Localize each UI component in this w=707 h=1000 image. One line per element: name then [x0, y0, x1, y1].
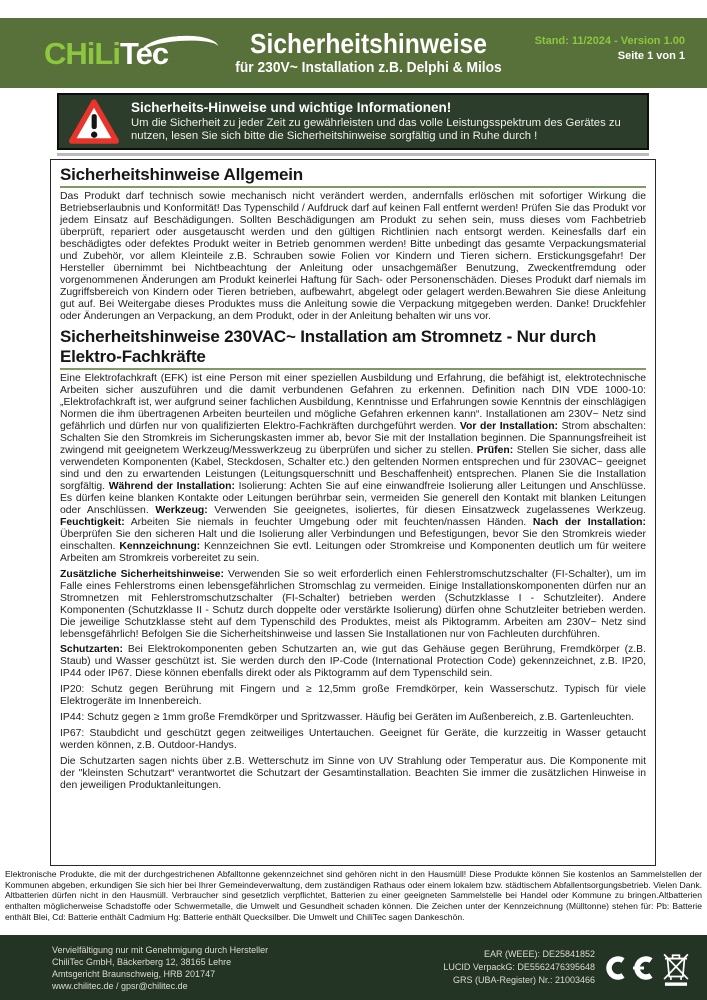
section-230vac — [60, 327, 646, 791]
paragraph: Eine Elektrofachkraft (EFK) ist eine Person mit einer speziellen Ausbildung und Erfahrung, die befähigt ist, elektrotechnische Arbeiten sicher auszuführen und die damit verbundenen Gefahren zu erkennen. Definition nach DIN VDE 1000-10:„Elektrofachkraft ist, wer aufgrund seiner fachlichen Ausbildung, Kenntnisse und Erfahrungen sowie Kenntnis der einschlägigen Normen die ihm übertragenen Arbeiten beurteilen und mögliche Gefahren erkennen kann“. Installationen am 230V~ Netz sind gefährlich und dürfen nur von qualifizierten Elektro-Fachkräften durchgeführt werden. Vor der Installation: Strom abschalten: Schalten Sie den Stromkreis im Sicherungskasten immer ab, bevor Sie mit der Installation beginnen. Die Spannungsfreiheit ist zwingend mit geeignetem Werkzeug/Messwerkzeug zu überprüfen und sicher zu stellen. Prüfen: Stellen Sie sicher, dass alle verwendeten Komponenten (Kabel, Steckdosen, Schalter etc.) den geltenden Normen entsprechen und für 230VAC~ geeignet sind und den zu erwartenden Leistungen (Leitungsquerschnitt und Beschaffenheit) entsprechen. Planen Sie die Installation sorgfältig. Während der Installation: Isolierung: Achten Sie auf eine einwandfreie Isolierung aller Leitungen und Anschlüsse. Es dürfen keine blanken Kontakte oder Leitungen berührbar sein, vermeiden Sie generell den Kontakt mit blanken Leitungen oder Anschlüssen. Werkzeug: Verwenden Sie geeignetes, isoliertes, für diesen Einsatzweck zugelassenes Werkzeug. Feuchtigkeit: Arbeiten Sie niemals in feuchter Umgebung oder mit feuchten/nassen Händen. Nach der Installation: Überprüfen Sie den sicheren Halt und die Isolierung aller Verbindungen und Befestigungen, bevor Sie den Stromkreis wieder einschalten. Kennzeichnung: Kennzeichnen Sie evtl. Leitungen oder Stromkreise und Komponenten deutlich um für weitere Arbeiten am Stromkreis vorbereitet zu sein. — [60, 373, 647, 564]
section-allgemein — [60, 165, 646, 322]
ce-mark-icon — [603, 950, 655, 986]
divider-rule — [57, 153, 649, 156]
page-title: Sicherheitshinweise — [250, 28, 487, 59]
section-body — [60, 191, 646, 322]
paragraph: Die Schutzarten sagen nichts über z.B. Wetterschutz im Sinne von UV Strahlung oder Temperatur aus. Die Komponente mit der "kleinsten Schutzart“ verantwortet die Schutzart der Gesamtinstallation. Beachten Sie immer die zusätzlichen Hinweise in den jeweiligen Produktanleitungen. — [60, 756, 646, 791]
page-number: Seite 1 von 1 — [617, 50, 685, 62]
page-subtitle: für 230V~ Installation z.B. Delphi & Milos — [235, 59, 502, 76]
paragraph: IP20: Schutz gegen Berührung mit Fingern und ≥ 12,5mm große Fremdkörper, kein Wasserschutz. Typisch für viele Elektrogeräte im Innenbereich. — [60, 684, 646, 708]
footer-line: GRS (UBA-Register) Nr.: 21003466 — [452, 975, 595, 985]
header-band — [0, 18, 707, 88]
version-line: Stand: 11/2024 - Version 1.00 — [534, 35, 685, 47]
warning-triangle-icon — [68, 99, 120, 145]
footer-line: Vervielfältigung nur mit Genehmigung durch Hersteller — [52, 944, 269, 955]
paragraph: IP44: Schutz gegen ≥ 1mm große Fremdkörper und Spritzwasser. Häufig bei Geräten im Außenbereich, z.B. Gartenleuchten. — [60, 712, 635, 724]
footer-band — [0, 935, 707, 1000]
footer-company-info — [52, 944, 268, 992]
section-body — [60, 373, 646, 791]
logo-text-white: Tec — [119, 36, 169, 71]
footer-register-numbers — [443, 948, 595, 987]
warning-text — [131, 100, 647, 144]
footer-line: EAR (WEEE): DE25841852 — [483, 949, 595, 959]
warning-title: Sicherheits-Hinweise und wichtige Informationen! — [131, 99, 452, 115]
paragraph: Zusätzliche Sicherheitshinweise: Verwenden Sie so weit erforderlich einen Fehlerstromschutzschalter (FI-Schalter), um im Falle eines Fehlerstroms einen lebensgefährlichen Stromschlag zu vermeiden. Einige Installationskomponenten dürfen nur an Stromnetzen mit Fehlerstromschutzschalter (FI-Schalter) betrieben werden (Schutzklasse I - Schutzleiter). Andere Komponenten (Schutzklasse II - Schutz durch doppelte oder verstärkte Isolierung) dürfen ohne Schutzleiter betrieben werden. Die jeweilige Schutzklasse steht auf dem Typenschild des Produktes, meist als Piktogramm. Arbeiten am 230V~ Netz sind lebensgefährlich! Befolgen Sie die Sicherheitshinweise und lassen Sie Installationen nur von Fachleuten durchführen. — [60, 568, 646, 640]
paragraph: IP67: Staubdicht und geschützt gegen zeitweiliges Untertauchen. Geeignet für Geräte, die kurzzeitig in Wasser getaucht werden können, z.B. Outdoor-Handys. — [60, 728, 646, 752]
header-meta — [535, 34, 685, 64]
footer-line: ChiliTec GmbH, Bäckerberg 12, 38165 Lehre — [52, 956, 232, 967]
logo-text-green: CHiLi — [44, 36, 120, 71]
section-heading: Sicherheitshinweise 230VAC~ Installation am Stromnetz - Nur durch Elektro-Fachkräfte — [60, 327, 646, 370]
weee-bin-icon — [659, 947, 693, 989]
footer-line: LUCID VerpackG: DE5562476395648 — [443, 962, 595, 972]
footer-line: Amtsgericht Braunschweig, HRB 201747 — [52, 968, 216, 979]
paragraph: Das Produkt darf technisch sowie mechanisch nicht verändert werden, andernfalls erlöschen mit sofortiger Wirkung die Betriebserlaubnis und Konformität! Das Typenschild / Aufdruck darf auf keinen Fall entfernt werden! Prüfen Sie das Produkt vor jedem Einsatz auf Beschädigungen. Sollten Beschädigungen am Produkt zu sehen sein, muss dieses vom Fachbetrieb überprüft, repariert oder ausgetauscht werden und den gültigen Richtlinien nach entsorgt werden. Keinesfalls darf ein beschädigtes oder defektes Produkt weiter in Betrieb genommen werden! Bitte unbedingt das gesamte Verpackungsmaterial und Zubehör, vor allem Kleinteile z.B. Schrauben sowie Folien vor Kindern und Tieren sichern. Erstickungsgefahr! Der Hersteller übernimmt bei Nichtbeachtung der Anleitung oder unsachgemäßer Benutzung, Zweckentfremdung oder vorgenommenen Änderungen am Produkt keinerlei Haftung für Sach- oder Personenschäden. Dieses Produkt darf niemals im Zugriffsbereich von Kindern oder Tieren betrieben, aufbewahrt, abgelegt oder gelagert werden.Bewahren Sie diese Anleitung gut auf. Bei Weitergabe dieses Produktes muss die Anleitung sowie die Verpackung mitgegeben werden. Danke! Druckfehler oder Änderungen an Verpackung, an dem Produkt, oder in der Anleitung behalten wir uns vor. — [60, 191, 646, 322]
content-box — [50, 159, 656, 866]
disposal-note: Elektronische Produkte, die mit der durchgestrichenen Abfalltonne gekennzeichnet sind gehören nicht in den Hausmüll! Diese Produkte können Sie kostenlos an Sammelstellen der Kommunen abgeben, erkundigen Sie sich hier bei Ihrer Gemeindeverwaltung, dem zuständigen Rathaus oder einem lokalem bzw. städtischem Abfallentsorgungsbetrieb. Vielen Dank. Altbatterien dürfen nicht in den Hausmüll. Verbraucher sind gesetzlich verpflichtet, Batterien zu einer geeigneten Sammelstelle bei Handel oder Kommune zu bringen.Altbatterien enthalten möglicherweise Schadstoffe oder Schwermetalle, die Umwelt und Gesundheit schaden können. Die Zeichen unter der Kennzeichnung (Mülltonne) stehen für: Pb: Batterie enthält Blei, Cd: Batterie enthält Cadmium Hg: Batterie enthält Quecksilber. Die Umwelt und ChiliTec sagen Dankeschön. — [5, 869, 702, 922]
warning-box — [57, 93, 649, 150]
footer-line: www.chilitec.de / gpsr@chilitec.de — [52, 980, 188, 991]
section-heading: Sicherheitshinweise Allgemein — [60, 165, 646, 188]
warning-body: Um die Sicherheit zu jeder Zeit zu gewährleisten und das volle Leistungsspektrum des Gerätes zu nutzen, lesen Sie sich bitte die Sicherheitshinweise sorgfältig und in Ruhe durch ! — [131, 116, 621, 142]
paragraph: Schutzarten: Bei Elektrokomponenten geben Schutzarten an, wie gut das Gehäuse gegen Berührung, Fremdkörper (z.B. Staub) und Wasser geschützt ist. Sie werden durch den IP-Code (International Protection Code) gekennzeichnet, z.B. IP20, IP44 oder IP67. Diese können ebenfalls direkt oder als Piktogramm auf dem Typenschild sein. — [60, 644, 646, 680]
